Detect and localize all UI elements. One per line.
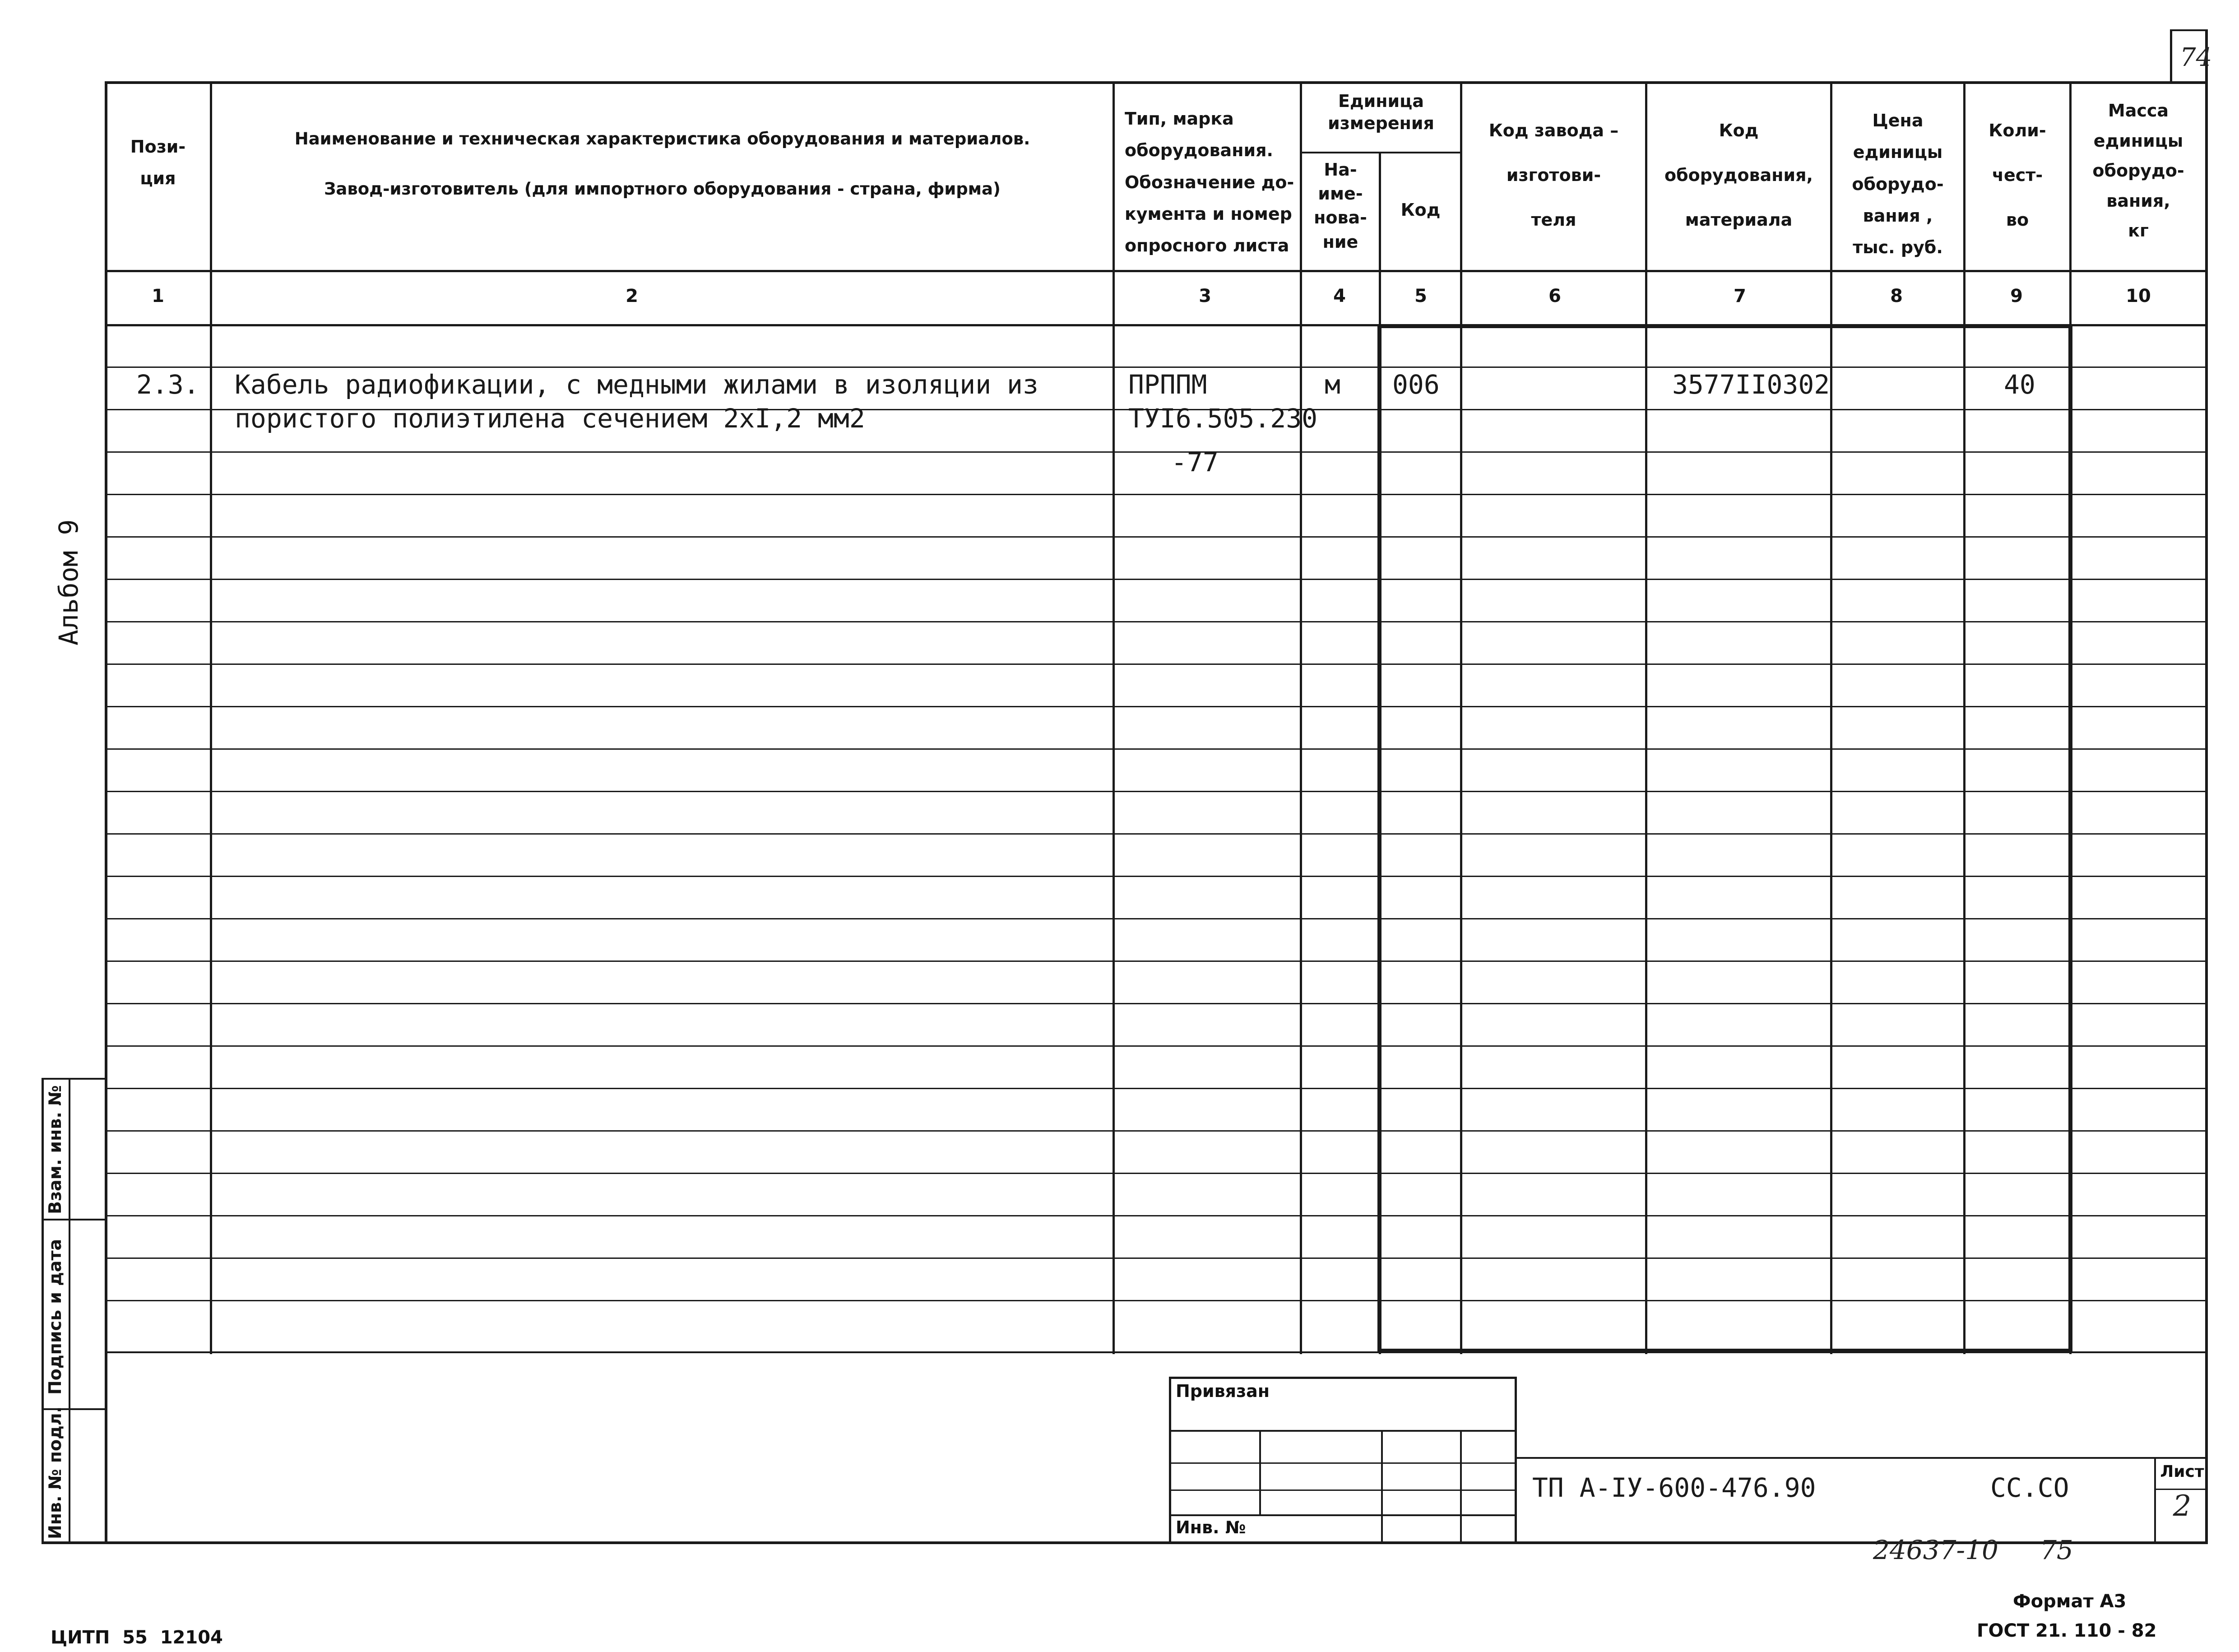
- heavy-frame-right: [2068, 324, 2072, 1352]
- col-line-1: [210, 81, 212, 1354]
- column-number-7: 7: [1734, 286, 1746, 306]
- corner-box-left-line: [2170, 29, 2172, 84]
- album-label: Альбом 9: [53, 519, 84, 645]
- header-col-9: Коли- чест- во: [1989, 121, 2046, 230]
- left-border: [105, 81, 107, 1544]
- row-equipment-code: 3577II0302: [1672, 369, 1830, 400]
- row-type-line-2: ТУI6.505.230: [1128, 403, 1318, 434]
- column-number-6: 6: [1548, 286, 1561, 306]
- column-number-1: 1: [152, 286, 164, 306]
- header-unit-group: Единица измерения: [1328, 91, 1434, 134]
- document-code: ТП А-IУ-600-476.90: [1532, 1472, 1816, 1503]
- row-quantity: 40: [2004, 369, 2035, 400]
- column-number-4: 4: [1333, 286, 1346, 306]
- sheet-number: 2: [2173, 1490, 2192, 1523]
- right-border: [2205, 29, 2208, 1544]
- header-col-4: На- име- нова- ние: [1314, 160, 1367, 252]
- row-name-line-1: Кабель радиофикации, с медными жилами в изоляции из: [235, 369, 1038, 400]
- col-line-2: [1113, 81, 1115, 1354]
- heavy-frame-left: [1377, 324, 1381, 1352]
- unit-group-line: [1300, 152, 1462, 153]
- header-col-6: Код завода – изготови- теля: [1488, 121, 1619, 230]
- column-number-10: 10: [2126, 286, 2151, 306]
- gost-label: ГОСТ 21. 110 - 82: [1977, 1620, 2157, 1641]
- bound-label: Привязан: [1176, 1381, 1270, 1401]
- col-line-3: [1300, 81, 1302, 1354]
- heavy-frame-top: [1379, 324, 2072, 328]
- col-line-6: [1645, 81, 1647, 1354]
- header-col-10: Масса единицы оборудо- вания, кг: [2092, 101, 2184, 241]
- side-stamp-signature-date: Подпись и дата: [45, 1239, 65, 1395]
- col-line-8: [1963, 81, 1965, 1354]
- col-line-7: [1830, 81, 1832, 1354]
- corner-page-number: 74: [2180, 43, 2212, 72]
- corner-box-top-line: [2170, 29, 2207, 31]
- row-unit-code: 006: [1392, 369, 1440, 400]
- side-stamp-original-inv: Инв. № подл.: [45, 1406, 65, 1539]
- top-border: [105, 81, 2207, 84]
- row-position: 2.3.: [136, 369, 199, 400]
- side-stamp-replaced-inv: Взам. инв. №: [45, 1085, 65, 1214]
- column-number-2: 2: [626, 286, 638, 306]
- handwritten-inventory: 24637-10: [1873, 1535, 1998, 1565]
- inventory-label: Инв. №: [1176, 1517, 1246, 1537]
- column-number-3: 3: [1199, 286, 1211, 306]
- sheet-label: Лист: [2160, 1462, 2204, 1481]
- handwritten-page: 75: [2040, 1535, 2073, 1565]
- row-name-line-2: пористого полиэтилена сечением 2хI,2 мм2: [235, 403, 865, 434]
- header-bottom-line: [105, 270, 2207, 272]
- column-number-9: 9: [2010, 286, 2023, 306]
- bottom-left-code: ЦИТП 55 12104: [51, 1627, 223, 1648]
- column-number-5: 5: [1414, 286, 1427, 306]
- header-col-5: Код: [1400, 200, 1441, 220]
- row-unit-name: м: [1325, 369, 1340, 400]
- column-number-8: 8: [1890, 286, 1903, 306]
- section-code: СС.СО: [1990, 1472, 2069, 1503]
- col-line-5: [1460, 81, 1462, 1354]
- header-col-3: Тип, марка оборудования. Обозначение до- кумента и номер опросного листа: [1125, 109, 1294, 256]
- header-col-1: Пози- ция: [130, 137, 186, 189]
- row-type-line-1: ПРППМ: [1128, 369, 1207, 400]
- row-type-line-3: -77: [1171, 447, 1219, 478]
- header-col-8: Цена единицы оборудо- вания , тыс. руб.: [1852, 111, 1944, 258]
- header-col-2: Наименование и техническая характеристика оборудования и материалов. Завод-изготовитель (для импортного оборудования - страна, фирма): [294, 129, 1030, 199]
- header-col-7: Код оборудования, материала: [1664, 121, 1813, 230]
- format-label: Формат А3: [2013, 1591, 2127, 1612]
